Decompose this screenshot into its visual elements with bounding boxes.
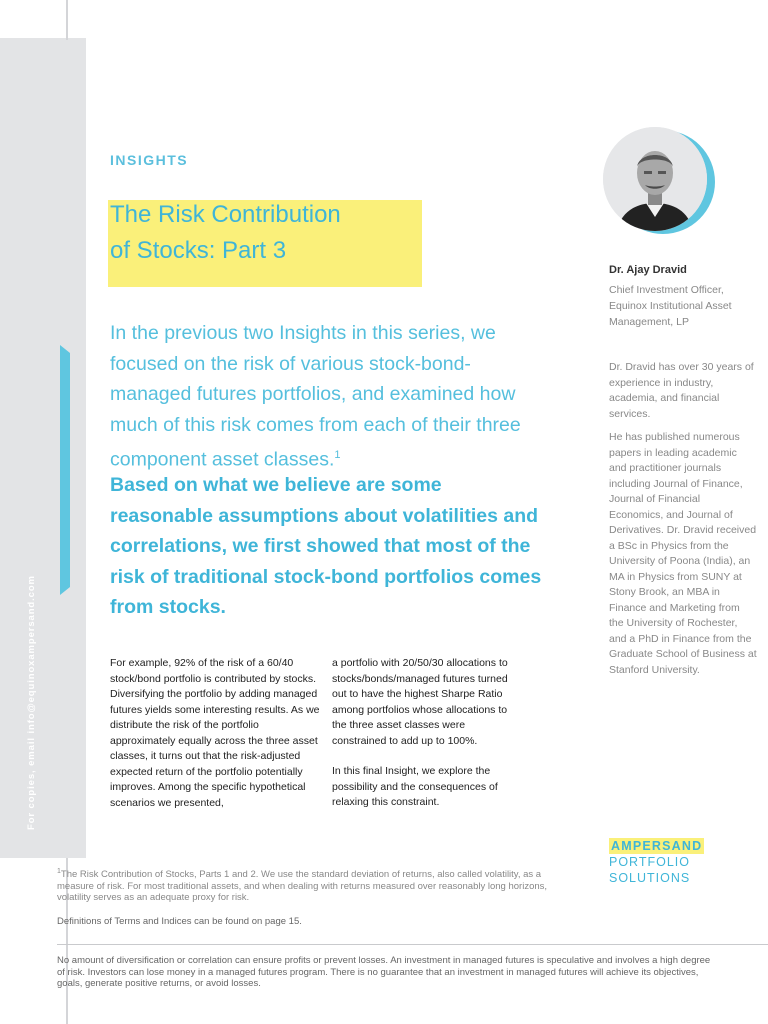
author-name: Dr. Ajay Dravid [609,264,687,276]
sidebar-band [0,38,86,858]
footnote-ref: 1 [334,449,341,461]
body-column-1: For example, 92% of the risk of a 60/40 stock/bond portfolio is contributed by stocks. Diversifying the portfolio by adding managed futures yields some interesting results. As we distribute the risk of the portfolio approximately equally across the three asset classes, it turns out that the risk-adjusted expected return of the portfolio potentially improves. Among the specific hypothetical scenarios we presented, [110,657,320,809]
bio-paragraph: Dr. Dravid has over 30 years of experience in industry, academia, and financial services. [609,361,754,420]
contact-line [26,575,37,830]
disclaimer: No amount of diversification or correlation can ensure profits or prevent losses. An investment in managed futures is speculative and involves a high degree of risk. Investors can lose money in a managed futures program. There is no guarantee that an investment in managed futures will achieve its objectives, goals, generate positive returns, or avoid losses. [57,955,711,989]
title-line-1: The Risk Contribution [110,201,341,228]
top-rule [66,0,68,40]
author-portrait [603,127,707,231]
person-portrait-icon [603,127,707,231]
footnote-text: The Risk Contribution of Stocks, Parts 1 and 2. We use the standard deviation of returns, also called volatility, as a measure of risk. For most traditional assets, and when dealing with returns measured over reasonably long horizons, volatility serves as an adequate proxy for risk. [57,869,548,904]
accent-bar [60,345,70,595]
bio-paragraph: He has published numerous papers in leading academic and practitioner journals including Journal of Finance, Journal of Financial Economics, and Journal of Derivatives. Dr. Dravid received a BSc in Physics from the University of Poona (India), an MA in Physics from SUNY at Stony Brook, an MBA in Finance and Marketing from the University of Rochester, and a PhD in Finance from the Graduate School of Business at Stanford University. [609,431,757,676]
definitions-note: Definitions of Terms and Indices can be found on page 15. [57,916,302,927]
page-title [110,197,420,269]
section-label: INSIGHTS [110,152,189,168]
contact-prefix: For copies, email [26,733,37,830]
author-bio [609,360,757,686]
contact-email[interactable]: info@equinoxampersand.com [26,575,37,734]
lead-intro: In the previous two Insights in this series, we focused on the risk of various stock-bond-managed futures portfolios, and examined how much of this risk comes from each of their three component asset classes. [110,322,521,471]
body-paragraph: In this final Insight, we explore the possibility and the consequences of relaxing this constraint. [332,765,498,808]
lead-paragraph [110,318,550,475]
brand-logo-line-2: PORTFOLIO [609,855,691,869]
footnote-mark: 1 [57,868,61,875]
body-paragraph: a portfolio with 20/50/30 allocations to stocks/bonds/managed futures turned out to have the highest Sharpe Ratio among portfolios whose allocations to the three asset classes were constrained to add up to 100%. [332,657,508,747]
author-title: Chief Investment Officer, Equinox Institutional Asset Management, LP [609,284,732,328]
lead-emphasis: Based on what we believe are some reasonable assumptions about volatilities and correlations, we first showed that most of the risk of traditional stock-bond portfolios comes from stocks. [110,474,542,618]
brand-logo-line-3: SOLUTIONS [609,871,691,885]
body-column-2 [332,656,522,826]
footnote [57,866,557,904]
title-line-2: of Stocks: Part 3 [110,237,287,264]
brand-logo-line-1: AMPERSAND [611,839,703,853]
footer-divider [57,944,768,945]
